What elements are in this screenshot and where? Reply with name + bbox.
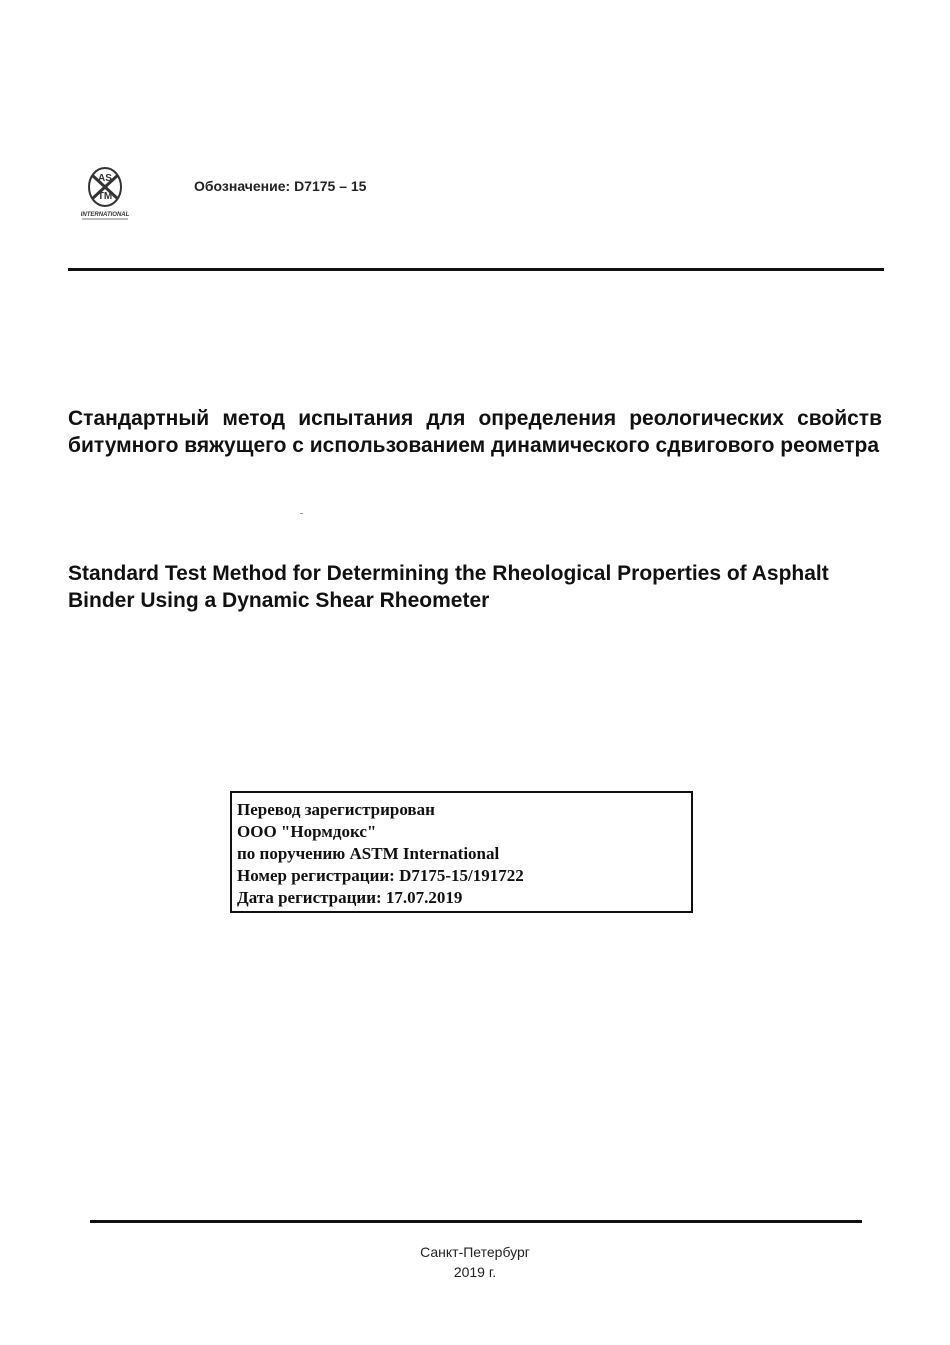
document-designation: Обозначение: D7175 – 15 bbox=[194, 178, 367, 194]
top-divider bbox=[68, 268, 884, 271]
registration-line: по поручению ASTM International bbox=[237, 844, 500, 863]
registration-line: Перевод зарегистрирован bbox=[237, 800, 435, 819]
footer-year: 2019 г. bbox=[453, 1264, 497, 1280]
bottom-divider bbox=[90, 1220, 862, 1223]
registration-number: Номер регистрации: D7175-15/191722 bbox=[237, 866, 524, 885]
registration-line: ООО "Нормдокс" bbox=[237, 822, 377, 841]
svg-text:AS: AS bbox=[98, 173, 112, 184]
registration-box bbox=[230, 791, 693, 913]
astm-logo bbox=[78, 165, 132, 223]
title-english: Standard Test Method for Determining the Rheological Properties of Asphalt Binder Using a Dynamic Shear Rheometer bbox=[68, 562, 829, 612]
scan-speck bbox=[300, 513, 303, 514]
svg-text:TM: TM bbox=[97, 191, 113, 202]
svg-text:INTERNATIONAL: INTERNATIONAL bbox=[80, 212, 130, 218]
title-russian: Стандартный метод испытания для определения реологических свойств битумного вяжущего с использованием динамического сдвигового реометра bbox=[68, 407, 882, 457]
registration-date: Дата регистрации: 17.07.2019 bbox=[237, 888, 463, 907]
footer-city: Санкт-Петербург bbox=[420, 1244, 530, 1260]
